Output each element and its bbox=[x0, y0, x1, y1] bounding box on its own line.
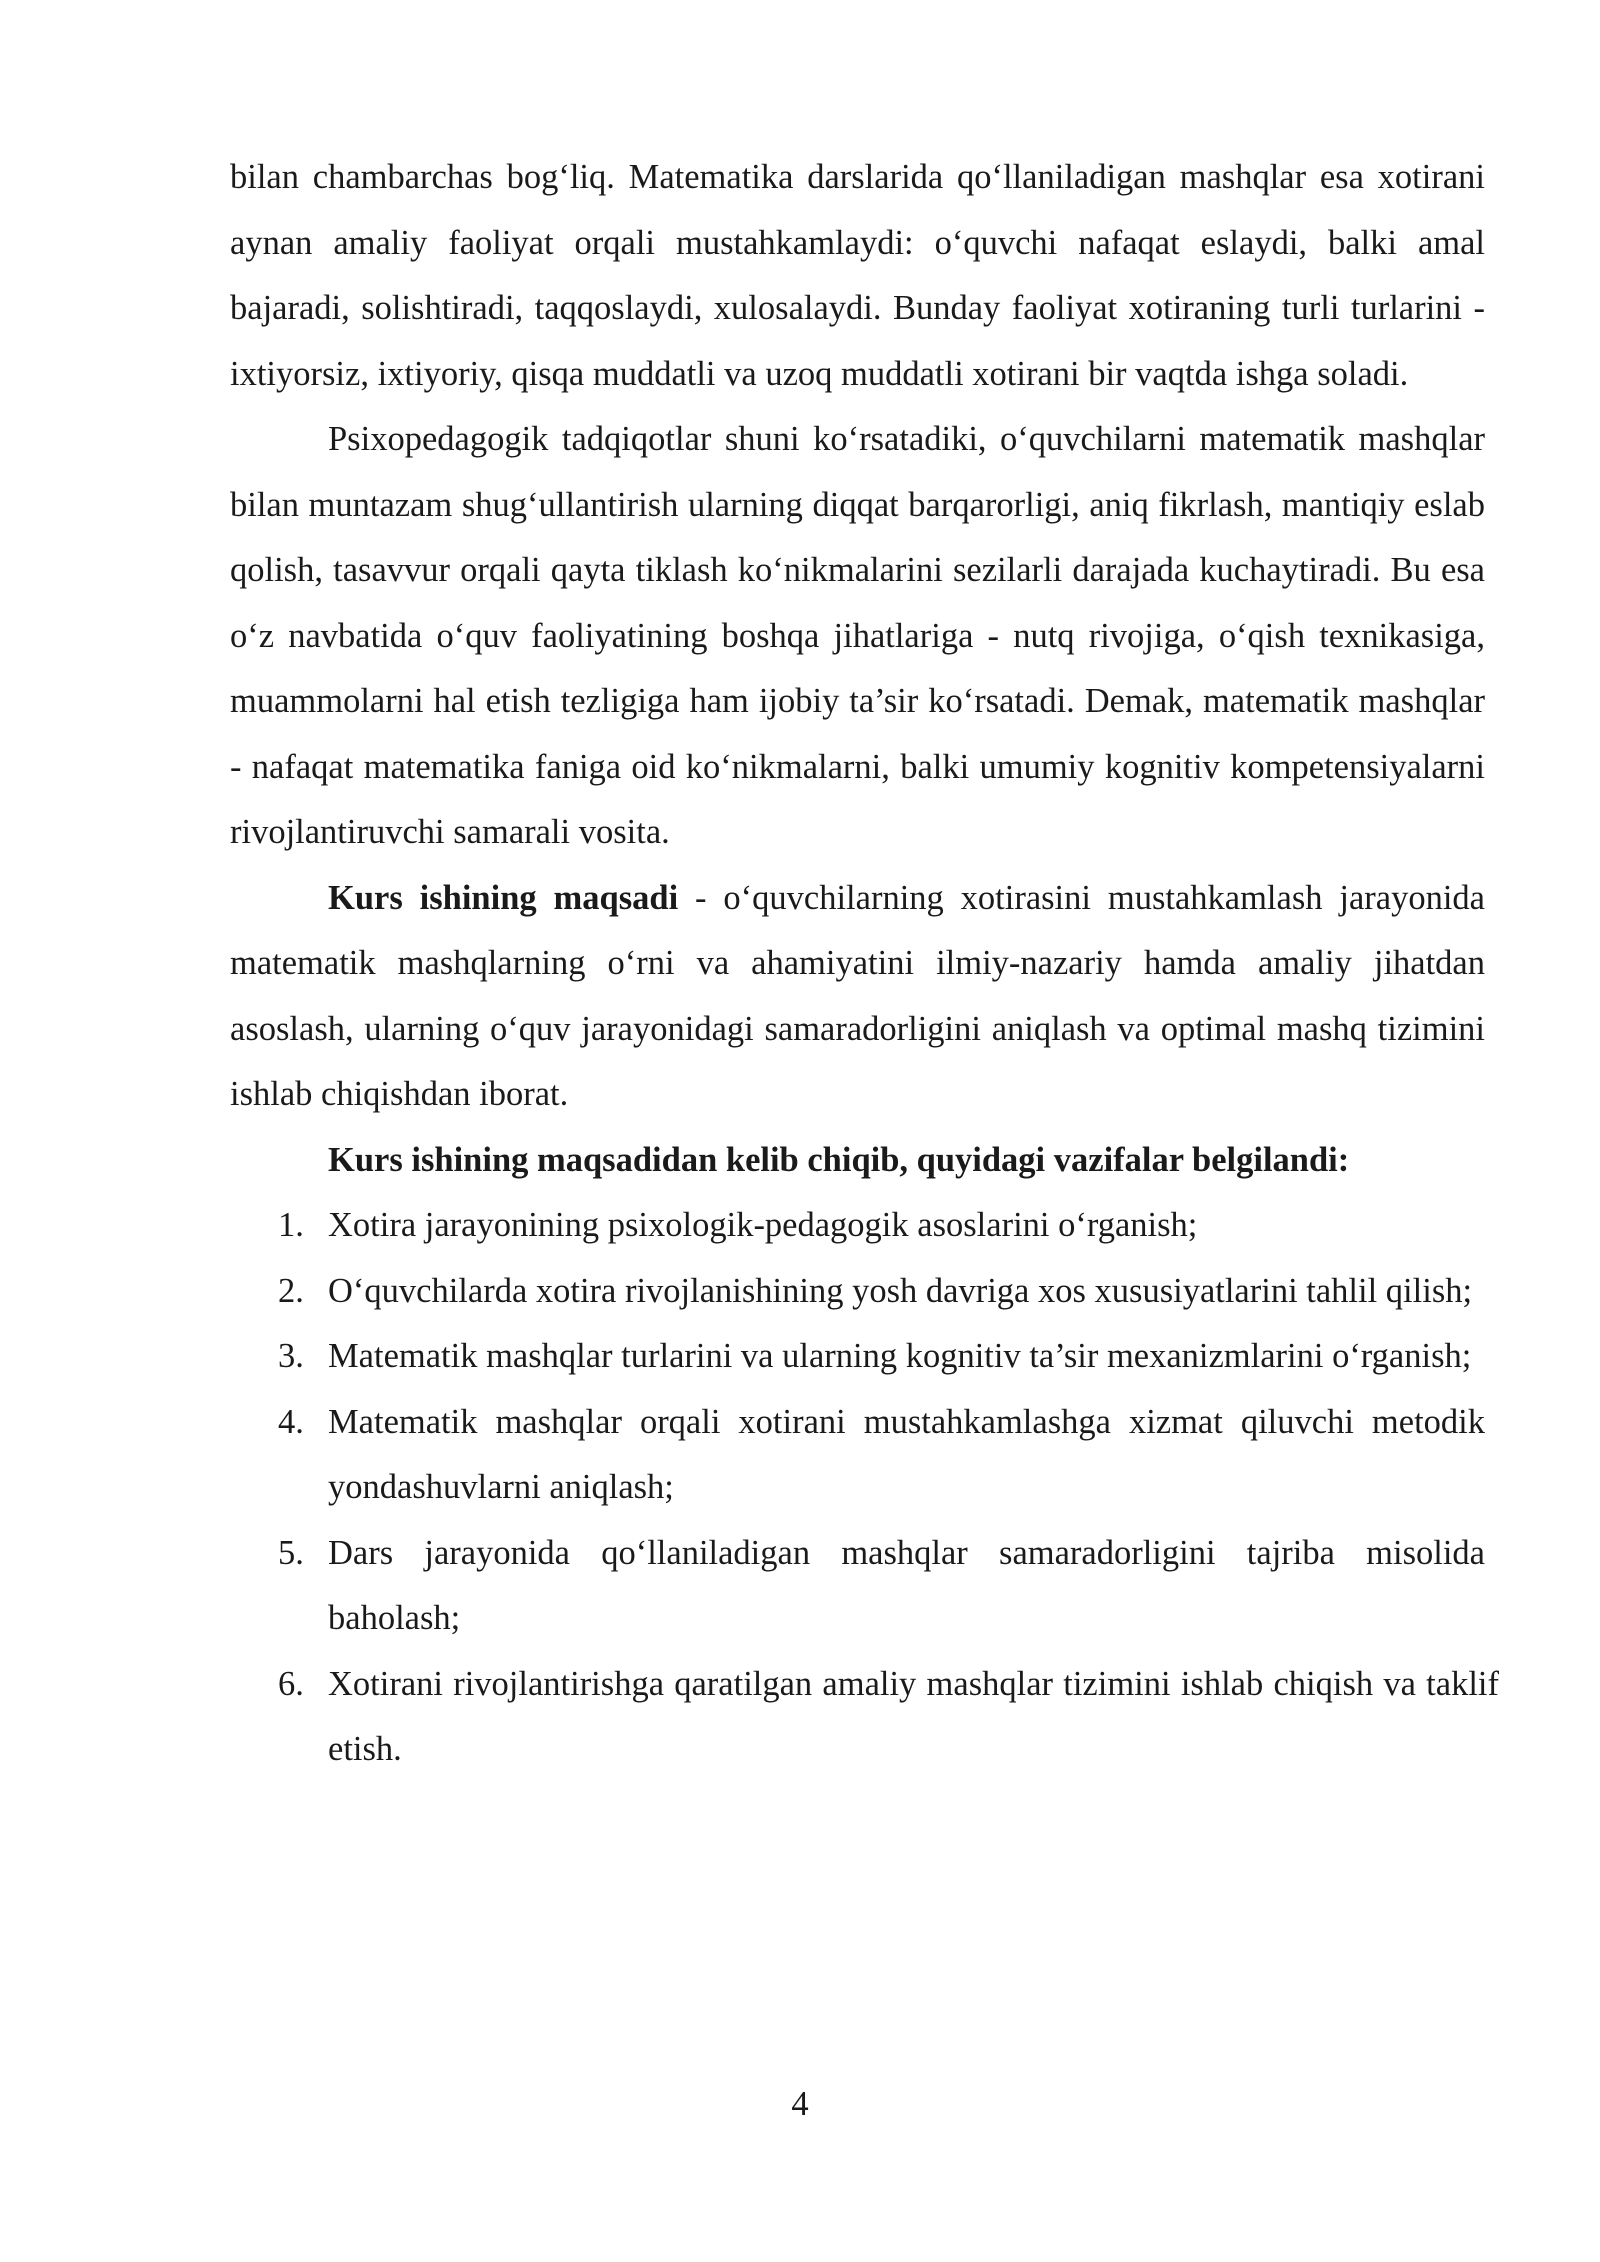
tasks-heading: Kurs ishining maqsadidan kelib chiqib, quyidagi vazifalar belgilandi: bbox=[328, 1140, 1350, 1179]
paragraph-continuation: bilan chambarchas bog‘liq. Matematika darslarida qo‘llaniladigan mashqlar esa xotirani aynan amaliy faoliyat orqali mustahkamlaydi: o‘quvchi nafaqat eslaydi, balki amal bajaradi, solishtiradi, taqqoslaydi, xulosalaydi. Bunday faoliyat xotiraning turli turlarini - ixtiyorsiz, ixtiyoriy, qisqa muddatli va uzoq muddatli xotirani bir vaqtda ishga soladi. bbox=[230, 158, 1485, 393]
list-item-number: 4. bbox=[278, 1402, 304, 1441]
list-item-text: Dars jarayonida qo‘llaniladigan mashqlar samaradorligini tajriba misolida baholash; bbox=[328, 1533, 1485, 1637]
list-item-text: Matematik mashqlar orqali xotirani mustahkamlashga xizmat qiluvchi metodik yondashuvlarni aniqlash; bbox=[328, 1402, 1485, 1506]
list-item-number: 5. bbox=[278, 1533, 304, 1572]
paragraph-psychopedagogical-research: Psixopedagogik tadqiqotlar shuni ko‘rsatadiki, o‘quvchilarni matematik mashqlar bilan muntazam shug‘ullantirish ularning diqqat barqarorligi, aniq fikrlash, mantiqiy eslab qolish, tasavvur orqali qayta tiklash ko‘nikmalarini sezilarli darajada kuchaytiradi. Bu esa o‘z navbatida o‘quv faoliyatining boshqa jihatlariga - nutq rivojiga, o‘qish texnikasiga, muammolarni hal etish tezligiga ham ijobiy ta’sir ko‘rsatadi. Demak, matematik mashqlar - nafaqat matematika faniga oid ko‘nikmalarni, balki umumiy kognitiv kompetensiyalarni rivojlantiruvchi samarali vosita. bbox=[230, 420, 1485, 851]
list-item-text: Xotira jarayonining psixologik-pedagogik asoslarini o‘rganish; bbox=[328, 1206, 1198, 1244]
list-item-number: 2. bbox=[278, 1271, 304, 1310]
list-item bbox=[230, 1390, 1485, 1521]
course-goal-label: Kurs ishining maqsadi bbox=[328, 878, 679, 917]
list-item-number: 6. bbox=[278, 1664, 304, 1703]
page-number: 4 bbox=[791, 2085, 809, 2123]
list-item bbox=[230, 1652, 1499, 1783]
list-item bbox=[230, 1259, 1485, 1325]
course-goal-text: - o‘quvchilarning xotirasini mustahkamlash jarayonida matematik mashqlarning o‘rni va ahamiyatini ilmiy-nazariy hamda amaliy jihatdan asoslash, ularning o‘quv jarayonidagi samaradorligini aniqlash va optimal mashq tizimini ishlab chiqishdan iborat. bbox=[230, 878, 1485, 1113]
list-item-number: 1. bbox=[278, 1206, 304, 1244]
paragraph-course-goal bbox=[230, 866, 1485, 1128]
tasks-list bbox=[230, 1193, 1499, 1783]
document-page bbox=[230, 145, 1499, 1783]
list-item-text: O‘quvchilarda xotira rivojlanishining yosh davriga xos xususiyatlarini tahlil qilish; bbox=[328, 1271, 1473, 1310]
list-item-text: Matematik mashqlar turlarini va ularning kognitiv ta’sir mexanizmlarini o‘rganish; bbox=[328, 1337, 1472, 1375]
list-item-text: Xotirani rivojlantirishga qaratilgan amaliy mashqlar tizimini ishlab chiqish va taklif etish. bbox=[328, 1664, 1499, 1768]
list-item bbox=[230, 1324, 1485, 1390]
list-item-number: 3. bbox=[278, 1337, 304, 1375]
list-item bbox=[230, 1193, 1485, 1259]
list-item bbox=[230, 1521, 1485, 1652]
